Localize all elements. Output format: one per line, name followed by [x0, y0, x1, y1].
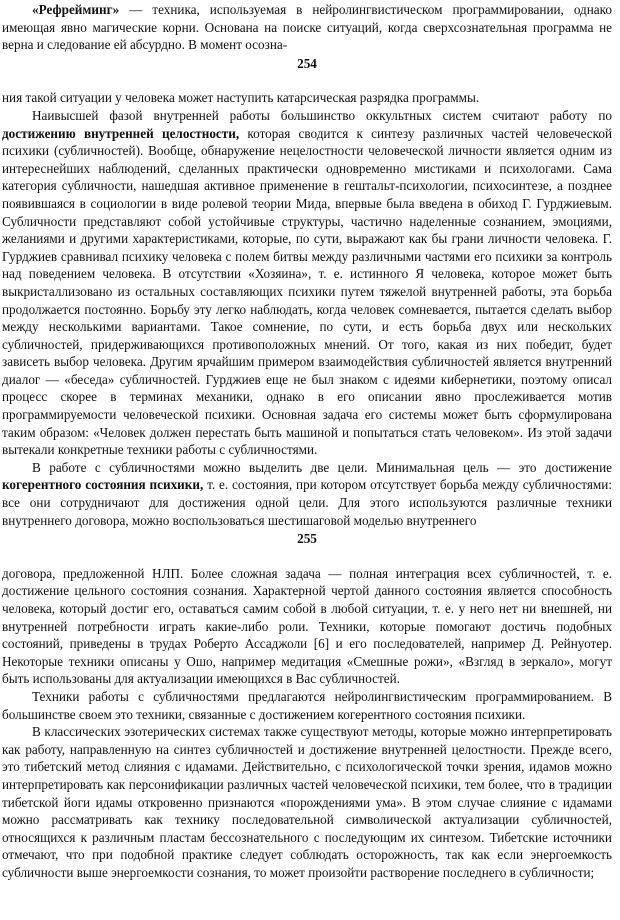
page-number: 254	[297, 55, 317, 71]
paragraph-nlp-techniques: Техники работы с субличностями предлагаются нейролингвистическим программированием. В большинстве своем это техники, связанные с достижением когерентного состояния психики.	[2, 688, 612, 722]
page-number: 255	[297, 531, 317, 547]
paragraph-text: Наивысшей фазой внутренней работы большинство оккультных систем считают работу по	[32, 107, 612, 123]
paragraph-continuation: договора, предложенной НЛП. Более сложная задача — полная интеграция всех субличностей, т. е. достижение цельного состояния сознания. Характерной чертой данного состояния является способность человека, который достиг его, оставаться самим собой в любой ситуации, т. е. у него нет ни внешней, ни внутренней потребности играть какие-либо роли. Техники, которые помогают достичь подобных состояний, приведены в трудах Роберто Ассаджоли [6] и его последователей, например Д. Рейнуотер. Некоторые техники описаны у Ошо, например медитация «Смешные рожи», «Взгляд в зеркало», могут быть использованы для актуализации имеющихся в Вас субличностей.	[2, 565, 612, 687]
paragraph-goals	[2, 459, 612, 529]
paragraph-text: В работе с субличностями можно выделить две цели. Минимальная цель — это достижение	[32, 459, 612, 475]
paragraph-classical-systems: В классических эзотерических системах также существуют методы, которые можно интерпретировать как работу, направленную на синтез субличностей и достижение внутренней целостности. Прежде всего, это тибетский метод слияния с идамами. Действительно, с психологической точки зрения, идамов можно интерпретировать как персонификации различных частей человеческой психики, тем более, что в традиции тибетской йоги идамы откровенно признаются «порождениями ума». В этом случае слияние с идамами можно рассматривать как технику последовательной символической актуализации субличностей, относящихся к различным пластам бессознательного с последующим их синтезом. Тибетские источники отмечают, что при подобной практике следует соблюдать осторожность, так как если энергоемкость субличности выше энергоемкости сознания, то может произойти растворение последнего в субличности;	[2, 724, 612, 880]
paragraph-continuation: ния такой ситуации у человека может наступить катарсическая разрядка программы.	[2, 90, 480, 106]
term-inner-integrity: достижению внутренней целостности,	[2, 125, 240, 141]
paragraph-integrity	[2, 107, 612, 459]
term-reframing: «Рефрейминг»	[32, 2, 120, 17]
paragraph-text: которая сводится к синтезу различных частей человеческой психики (субличностей). Вообще, обнаружение нецелостности человеческой личности является одним из интереснейших наблюдений, сделанных практически одновременно мистиками и психологами. Сама категория субличности, нашедшая активное применение в гештальт-психологии, психосинтезе, а позднее появившаяся в социологии в виде ролевой теории Мида, впервые была введена в обиход Г. Гурджиевым. Субличности представляют собой устойчивые структуры, частично наделенные сознанием, эмоциями, желаниями и другими характеристиками, которые, по сути, выражают как бы грани личности человека. Г. Гурджиев сравнивал психику человека с полем битвы между различными частями его психики за контроль над поведением человека. В отсутствии «Хозяина», т. е. истинного Я человека, которое может быть выкристаллизовано из остальных составляющих психики путем тяжелой внутренней работы, эта борьба продолжается постоянно. Борьбу эту легко наблюдать, когда человек сомневается, пытается сделать выбор между несколькими вариантами. Такое сомнение, по сути, и есть борьба двух или нескольких субличностей, придерживающихся противоположных мнений. От того, какая из них победит, будет зависеть выбор человека. Другим ярчайшим примером взаимодействия субличностей является внутренний диалог — «беседа» субличностей. Гурджиев еще не был знаком с идеями кибернетики, поэтому описал процесс скорее в терминах механики, однако в его описании явно прослеживается мотив программируемости человеческой психики. Основная задача его системы может быть сформулирована таким образом: «Человек должен перестать быть машиной и попытаться стать человеком». Из этой задачи вытекали конкретные техники работы с субличностями.	[2, 125, 612, 458]
paragraph-reframing	[2, 1, 612, 54]
paragraph-text: т. е. состояния, при котором отсутствует борьба между субличностями: все они сотрудничают для достижения одной цели. Для этого используются различные техники внутреннего договора, можно воспользоваться шестишаговой моделью внутреннего	[2, 477, 612, 528]
term-coherent-state: когерентного состояния психики,	[2, 477, 204, 493]
paragraph-text: — техника, используемая в нейролингвистическом программировании, однако имеющая явно магические корни. Основана на поиске ситуаций, когда сверхсознательная программа не верна и следование ей абсурдно. В момент осозна-	[2, 2, 612, 53]
